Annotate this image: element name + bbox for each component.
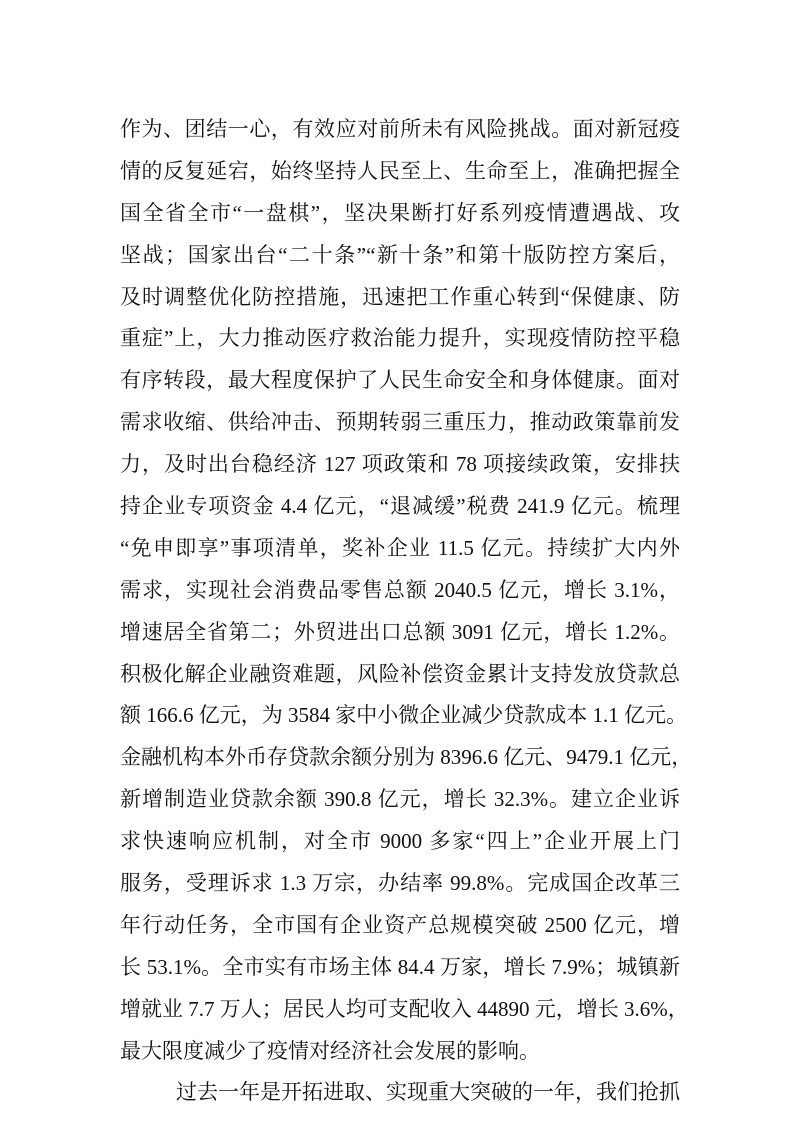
text-line: 情的反复延宕，始终坚持人民至上、生命至上，准确把握全 xyxy=(120,158,680,183)
text-line: 增就业 7.7 万人；居民人均可支配收入 44890 元，增长 3.6%， xyxy=(120,996,689,1021)
text-line: 作为、团结一心，有效应对前所未有风险挑战。面对新冠疫 xyxy=(120,117,680,141)
text-line: 增速居全省第二；外贸进出口总额 3091 亿元，增长 1.2%。 xyxy=(120,619,680,644)
text-line: 需求收缩、供给冲击、预期转弱三重压力，推动政策靠前发 xyxy=(120,410,680,435)
paragraph-1 xyxy=(120,109,693,1072)
text-line: 国全省全市“一盘棋”，坚决果断打好系列疫情遭遇战、攻 xyxy=(120,200,680,225)
text-line: 有序转段，最大程度保护了人民生命安全和身体健康。面对 xyxy=(120,368,680,393)
text-line: 最大限度减少了疫情对经济社会发展的影响。 xyxy=(120,1038,540,1063)
text-line: 持企业专项资金 4.4 亿元，“退减缓”税费 241.9 亿元。梳理 xyxy=(120,494,680,519)
text-line: 金融机构本外币存贷款余额分别为 8396.6 亿元、9479.1 亿元， xyxy=(120,745,693,770)
text-line: 积极化解企业融资难题，风险补偿资金累计支持发放贷款总 xyxy=(120,661,680,686)
paragraph-2 xyxy=(120,1072,680,1114)
text-line: 服务，受理诉求 1.3 万宗，办结率 99.8%。完成国企改革三 xyxy=(120,871,680,896)
text-line: 及时调整优化防控措施，迅速把工作重心转到“保健康、防 xyxy=(120,284,680,309)
text-line: 重症”上，大力推动医疗救治能力提升，实现疫情防控平稳 xyxy=(120,326,680,351)
text-line: 额 166.6 亿元，为 3584 家中小微企业减少贷款成本 1.1 亿元。 xyxy=(120,703,687,728)
text-line: 新增制造业贷款余额 390.8 亿元，增长 32.3%。建立企业诉 xyxy=(120,787,680,812)
text-line: 力，及时出台稳经济 127 项政策和 78 项接续政策，安排扶 xyxy=(120,452,680,477)
text-line: “免申即享”事项清单，奖补企业 11.5 亿元。持续扩大内外 xyxy=(120,535,680,560)
text-line: 需求，实现社会消费品零售总额 2040.5 亿元，增长 3.1%， xyxy=(120,577,680,602)
document-page xyxy=(120,109,693,1114)
text-line: 过去一年是开拓进取、实现重大突破的一年，我们抢抓 xyxy=(176,1080,680,1105)
text-line: 年行动任务，全市国有企业资产总规模突破 2500 亿元，增 xyxy=(120,912,680,937)
text-line: 长 53.1%。全市实有市场主体 84.4 万家，增长 7.9%；城镇新 xyxy=(120,954,680,979)
text-line: 求快速响应机制，对全市 9000 多家“四上”企业开展上门 xyxy=(120,829,680,854)
text-line: 坚战；国家出台“二十条”“新十条”和第十版防控方案后， xyxy=(120,242,680,267)
